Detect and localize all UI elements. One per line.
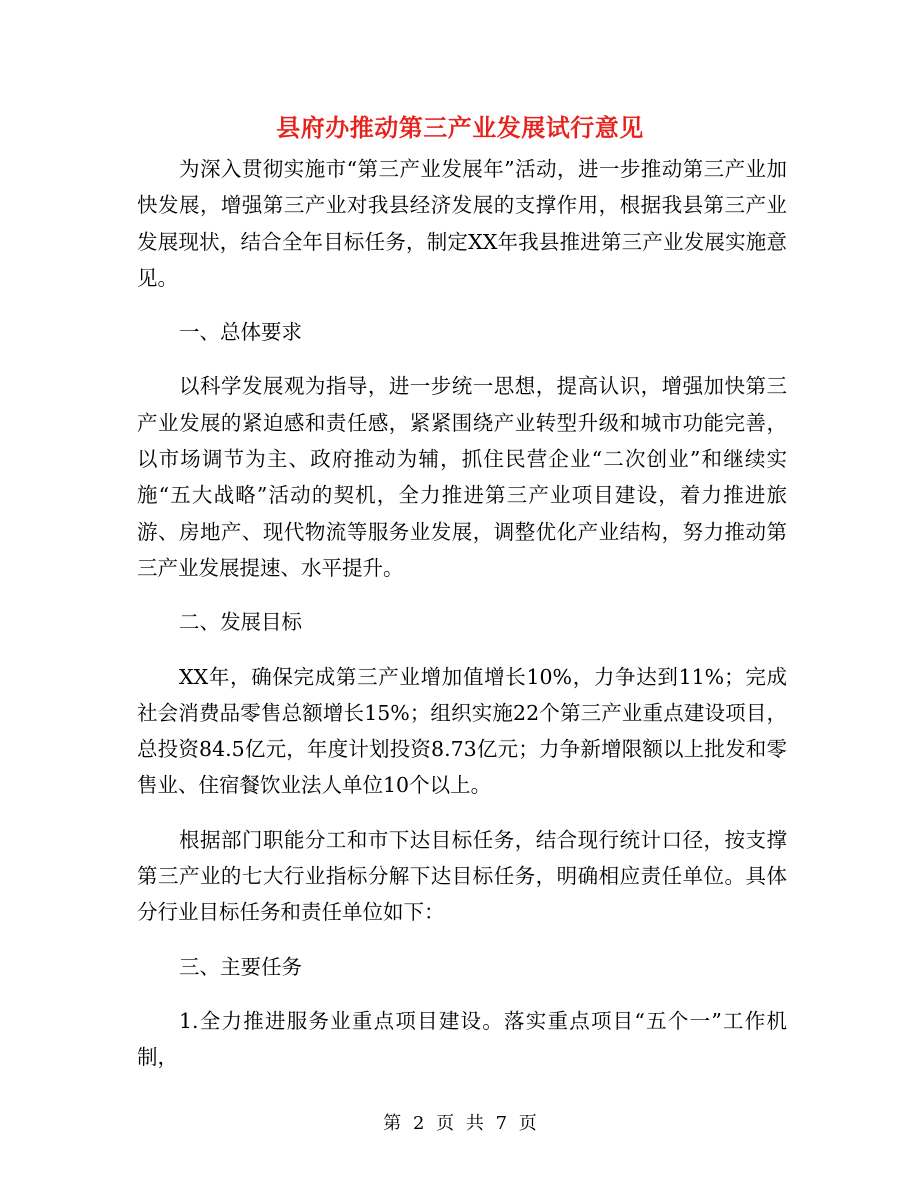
document-body <box>137 151 787 1094</box>
page-number-footer: 第 2 页 共 7 页 <box>383 1113 537 1134</box>
paragraph-intro: 为深入贯彻实施市“第三产业发展年”活动，进一步推动第三产业加快发展，增强第三产业对我县经济发展的支撑作用，根据我县第三产业发展现状，结合全年目标任务，制定XX年我县推进第三产业发展实施意见。 <box>137 157 787 290</box>
section-heading-main-tasks: 三、主要任务 <box>179 954 302 979</box>
paragraph-development-goals: XX年，确保完成第三产业增加值增长10%，力争达到11%；完成社会消费品零售总额增长15%；组织实施22个第三产业重点建设项目，总投资84.5亿元，年度计划投资8.73亿元；力争新增限额以上批发和零售业、住宿餐饮业法人单位10个以上。 <box>137 664 787 798</box>
section-heading-development-goals: 二、发展目标 <box>179 610 302 635</box>
section-heading-general-requirements: 一、总体要求 <box>179 320 302 345</box>
paragraph-general-requirements: 以科学发展观为指导，进一步统一思想，提高认识，增强加快第三产业发展的紧迫感和责任感，紧紧围绕产业转型升级和城市功能完善，以市场调节为主、政府推动为辅，抓住民营企业“二次创业”和继续实施“五大战略”活动的契机，全力推进第三产业项目建设，着力推进旅游、房地产、现代物流等服务业发展，调整优化产业结构，努力推动第三产业发展提速、水平提升。 <box>137 374 787 580</box>
document-title: 县府办推动第三产业发展试行意见 <box>276 113 644 142</box>
paragraph-main-task-1: 1.全力推进服务业重点项目建设。落实重点项目“五个一”工作机制， <box>137 1008 787 1070</box>
paragraph-task-allocation: 根据部门职能分工和市下达目标任务，结合现行统计口径，按支撑第三产业的七大行业指标分解下达目标任务，明确相应责任单位。具体分行业目标任务和责任单位如下： <box>137 827 787 925</box>
